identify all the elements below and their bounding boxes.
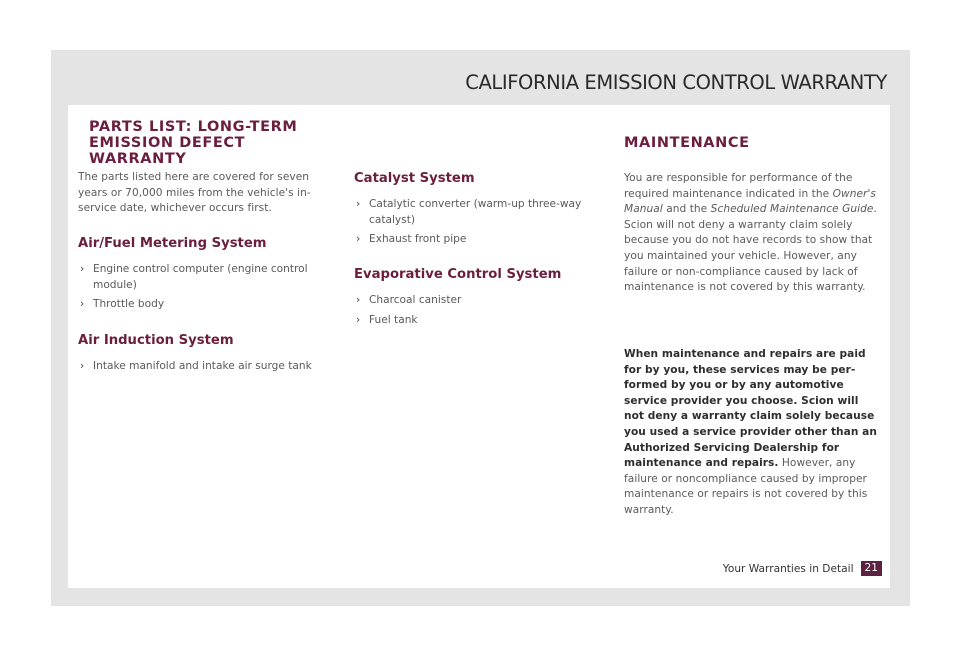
air-fuel-section (78, 236, 334, 317)
list-item: › Charcoal canister (354, 293, 608, 309)
air-induction-list (78, 359, 334, 375)
parts-list-intro: The parts listed here are covered for seven years or 70,000 miles from the vehicle's in-service date, whichever occurs first. (78, 171, 311, 215)
evaporative-heading: Evaporative Control System (354, 267, 562, 282)
bullet-icon: › (356, 198, 361, 210)
air-induction-section (78, 333, 334, 379)
maintenance-title: MAINTENANCE (624, 135, 750, 151)
list-item: › Throttle body (78, 297, 334, 313)
page-footer (723, 561, 882, 576)
list-item: › Fuel tank (354, 313, 608, 329)
catalyst-heading: Catalyst System (354, 171, 475, 186)
bullet-icon: › (80, 360, 85, 372)
catalyst-section (354, 171, 608, 252)
bullet-icon: › (356, 233, 361, 246)
air-fuel-list (78, 262, 334, 313)
bullet-icon: › (356, 313, 361, 326)
page-frame (51, 50, 910, 606)
owners-manual-ref: Owner's Manual (624, 187, 876, 216)
list-item: › Intake manifold and intake air surge tank (78, 359, 334, 375)
list-item: › Exhaust front pipe (354, 232, 608, 248)
air-induction-heading: Air Induction System (78, 333, 234, 348)
page-header-title: CALIFORNIA EMISSION CONTROL WARRANTY (465, 71, 887, 94)
list-item: › Catalytic converter (warm-up three-way catalyst) (356, 198, 582, 226)
evaporative-list (354, 293, 608, 328)
parts-list-title (89, 119, 334, 167)
bullet-icon: › (356, 294, 361, 306)
evaporative-section (354, 267, 608, 332)
parts-list-title-line1: PARTS LIST: LONG-TERM (89, 119, 298, 135)
maintenance-intro: You are responsible for performance of the required maintenance indicated in the Owner's Manual and the Scheduled Maintenance Guide. Scion will not deny a warranty claim solely because you do not have records to show that you maintained your vehicle. However, any failure or non-compliance caused by lack of maintenance is not covered by this warranty. (624, 172, 877, 294)
scheduled-guide-ref: Scheduled Maintenance Guide (710, 203, 874, 216)
bullet-icon: › (80, 298, 85, 311)
page-number-badge: 21 (861, 561, 882, 576)
maintenance-notice-bold: When maintenance and repairs are paid for by you, these services may be per-formed by you or by any automotive service provider you choose. Scion will not deny a warranty claim solely because you used a service provider other than an Authorized Servicing Dealership for maintenance and repairs. (624, 348, 877, 470)
footer-label: Your Warranties in Detail (722, 562, 854, 575)
air-fuel-heading: Air/Fuel Metering System (78, 236, 267, 251)
catalyst-list (354, 197, 608, 248)
list-item: › Engine control computer (engine control module) (80, 263, 308, 291)
bullet-icon: › (80, 263, 85, 275)
maintenance-notice: When maintenance and repairs are paid for by you, these services may be per-formed by you or by any automotive service provider you choose. Scion will not deny a warranty claim solely because you used a service provider other than an Authorized Servicing Dealership for maintenance and repairs. However, any failure or noncompliance caused by improper maintenance or repairs is not covered by this warranty. (624, 348, 877, 516)
parts-list-title-line2: EMISSION DEFECT WARRANTY (89, 135, 246, 167)
content-panel (68, 105, 890, 588)
